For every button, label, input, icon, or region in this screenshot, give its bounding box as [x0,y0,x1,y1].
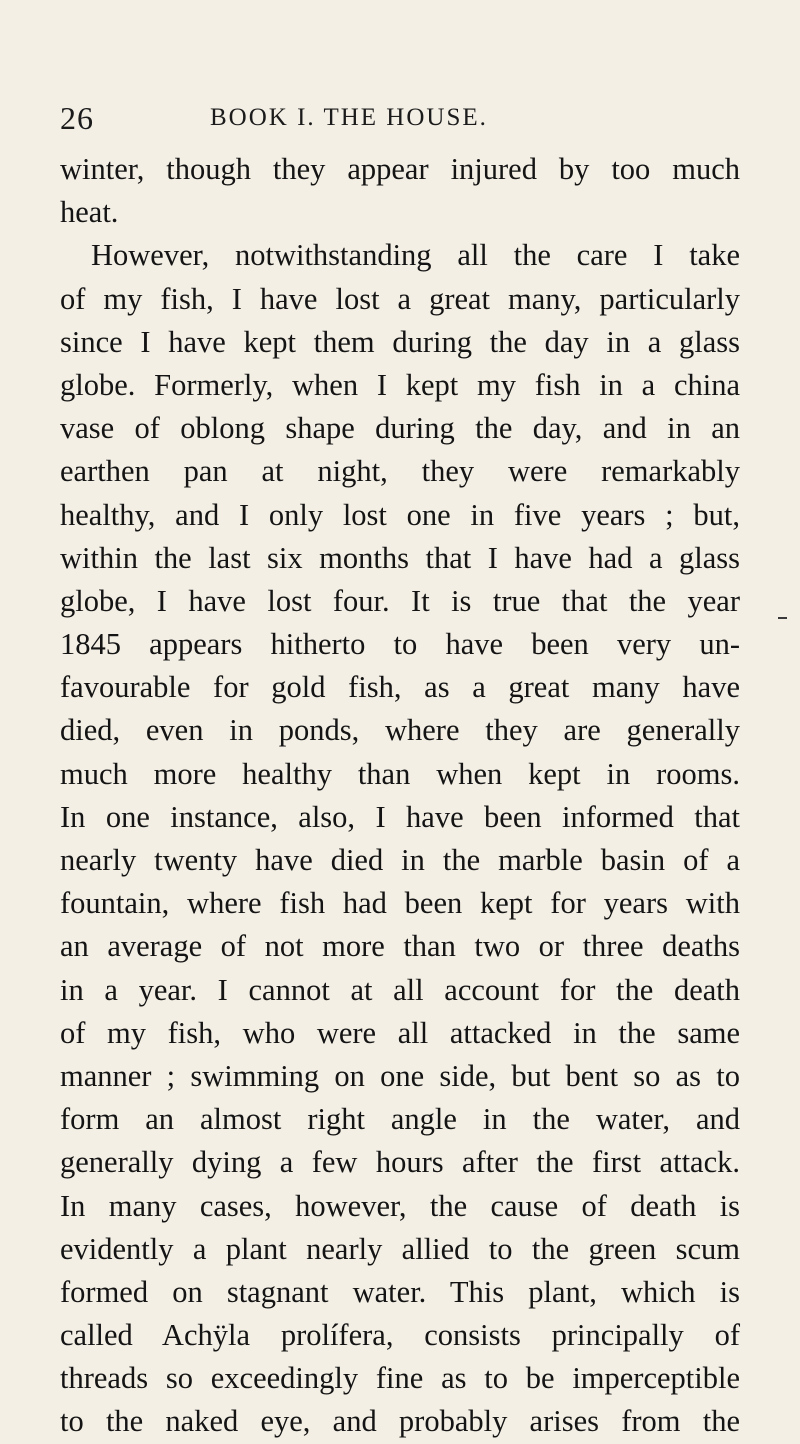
text-line: form an almost right angle in the water, and [60,1102,740,1137]
text-line: generally dying a few hours after the first attack. [60,1145,740,1180]
text-line: heat. [60,195,119,230]
text-line: an average of not more than two or three deaths [60,929,740,964]
text-line: healthy, and I only lost one in five years ; but, [60,497,740,532]
text-line: manner ; swimming on one side, but bent so as to [60,1058,740,1093]
text-line: In many cases, however, the cause of death is [60,1188,740,1223]
running-title: BOOK I. THE HOUSE. [210,104,488,131]
running-head [60,100,740,140]
page-number: 26 [60,100,94,136]
text-line: fountain, where fish had been kept for years with [60,886,740,921]
text-line: of my fish, who were all attacked in the same [60,1015,740,1050]
margin-mark [778,617,787,619]
text-line: formed on stagnant water. This plant, which is [60,1274,740,1309]
text-line: vase of oblong shape during the day, and in an [60,411,740,446]
text-line: nearly twenty have died in the marble basin of a [60,843,740,877]
text-line: In one instance, also, I have been informed that [60,799,740,834]
text-line: 1845 appears hitherto to have been very un- [60,627,740,662]
text-line: much more healthy than when kept in rooms. [60,756,740,791]
text-line: globe, I have lost four. It is true that the year [60,583,740,618]
text-line: since I have kept them during the day in a glass [60,324,740,359]
text-line: of my fish, I have lost a great many, particularly [60,281,740,316]
text-line: evidently a plant nearly allied to the green scum [60,1231,740,1266]
text-line: earthen pan at night, they were remarkably [60,454,740,489]
text-line: within the last six months that I have had a glass [60,540,740,575]
text-line: to the naked eye, and probably arises from the [60,1404,740,1439]
text-line: called Achÿla prolífera, consists principally of [60,1318,740,1353]
text-line: winter, though they appear injured by too much [60,152,740,186]
text-line: threads so exceedingly fine as to be imperceptible [60,1361,740,1396]
text-line: in a year. I cannot at all account for the death [60,972,740,1007]
text-line: globe. Formerly, when I kept my fish in a china [60,367,740,402]
body-text [60,148,740,1444]
text-line: favourable for gold fish, as a great many have [60,670,740,705]
text-line: However, notwithstanding all the care I take [91,238,740,273]
text-line: died, even in ponds, where they are generally [60,713,740,748]
